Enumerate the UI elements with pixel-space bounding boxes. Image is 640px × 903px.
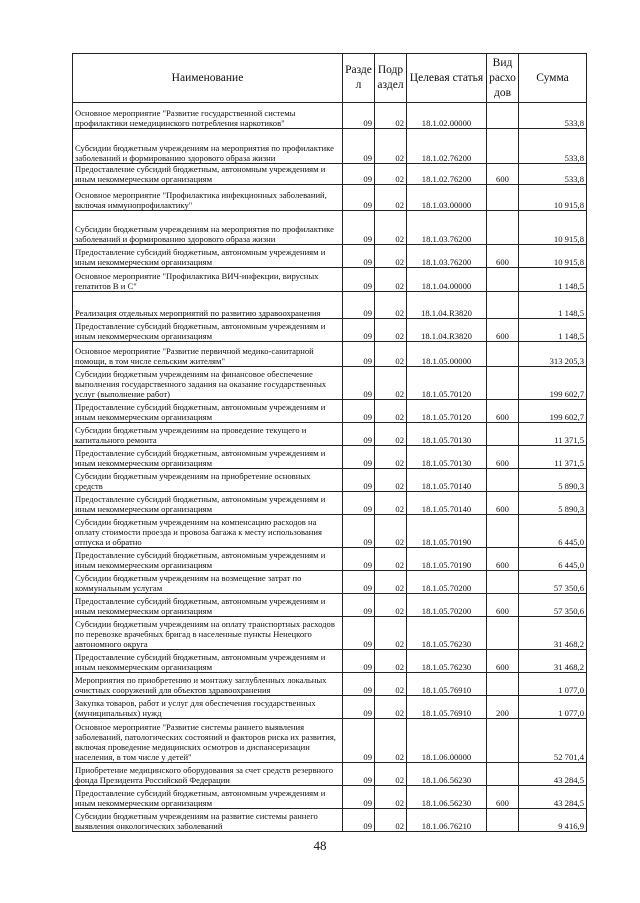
cell-podrazdel: 02 <box>375 164 407 185</box>
table-row <box>73 548 587 571</box>
cell-name: Основное мероприятие "Профилактика ВИЧ-инфекции, вирусных гепатитов В и С" <box>73 268 343 292</box>
cell-razdel: 09 <box>343 673 375 696</box>
table-row <box>73 594 587 617</box>
cell-vid <box>487 809 519 832</box>
cell-sum: 1 077,0 <box>519 673 587 696</box>
cell-name: Субсидии бюджетным учреждениям на оплату транспортных расходов по перевозке врачебных бригад в населенные пункты Ненецкого автономного округа <box>73 617 343 650</box>
cell-target: 18.1.02.76200 <box>407 129 487 164</box>
cell-podrazdel: 02 <box>375 367 407 400</box>
cell-vid <box>487 103 519 129</box>
table-row <box>73 719 587 763</box>
table-row <box>73 492 587 515</box>
cell-razdel: 09 <box>343 571 375 594</box>
table-row <box>73 617 587 650</box>
cell-razdel: 09 <box>343 268 375 292</box>
cell-target: 18.1.05.70120 <box>407 400 487 423</box>
cell-target: 18.1.06.00000 <box>407 719 487 763</box>
cell-razdel: 09 <box>343 492 375 515</box>
table-row <box>73 571 587 594</box>
cell-vid <box>487 571 519 594</box>
cell-name: Субсидии бюджетным учреждениям на приобретение основных средств <box>73 469 343 492</box>
cell-podrazdel: 02 <box>375 292 407 319</box>
cell-podrazdel: 02 <box>375 319 407 342</box>
cell-target: 18.1.04.R3820 <box>407 319 487 342</box>
cell-podrazdel: 02 <box>375 786 407 809</box>
column-header-name: Наименование <box>73 54 343 103</box>
cell-target: 18.1.02.00000 <box>407 103 487 129</box>
cell-sum: 31 468,2 <box>519 617 587 650</box>
cell-podrazdel: 02 <box>375 571 407 594</box>
cell-name: Реализация отдельных мероприятий по развитию здравоохранения <box>73 292 343 319</box>
table-row <box>73 786 587 809</box>
cell-vid <box>487 763 519 786</box>
cell-podrazdel: 02 <box>375 103 407 129</box>
table-row <box>73 469 587 492</box>
cell-podrazdel: 02 <box>375 400 407 423</box>
cell-vid <box>487 129 519 164</box>
table-row <box>73 342 587 367</box>
cell-sum: 5 890,3 <box>519 469 587 492</box>
cell-podrazdel: 02 <box>375 423 407 446</box>
cell-name: Субсидии бюджетным учреждениям на компенсацию расходов на оплату стоимости проезда и провоза багажа к месту использования отпуска и обратно <box>73 515 343 548</box>
cell-razdel: 09 <box>343 423 375 446</box>
table-row <box>73 515 587 548</box>
cell-razdel: 09 <box>343 342 375 367</box>
cell-podrazdel: 02 <box>375 673 407 696</box>
cell-sum: 199 602,7 <box>519 367 587 400</box>
page-number: 48 <box>313 838 327 853</box>
cell-podrazdel: 02 <box>375 446 407 469</box>
cell-razdel: 09 <box>343 319 375 342</box>
table-row <box>73 673 587 696</box>
table-row <box>73 103 587 129</box>
table-header-row <box>73 54 587 103</box>
cell-podrazdel: 02 <box>375 719 407 763</box>
cell-target: 18.1.06.76210 <box>407 809 487 832</box>
cell-podrazdel: 02 <box>375 696 407 719</box>
cell-vid: 600 <box>487 319 519 342</box>
cell-sum: 10 915,8 <box>519 185 587 211</box>
cell-name: Предоставление субсидий бюджетным, автономным учреждениям и иным некоммерческим организациям <box>73 400 343 423</box>
table-body <box>73 103 587 832</box>
cell-vid: 600 <box>487 446 519 469</box>
cell-vid <box>487 292 519 319</box>
table-row <box>73 211 587 245</box>
cell-name: Субсидии бюджетным учреждениям на мероприятия по профилактике заболеваний и формированию здорового образа жизни <box>73 129 343 164</box>
cell-podrazdel: 02 <box>375 492 407 515</box>
cell-name: Субсидии бюджетным учреждениям на мероприятия по профилактике заболеваний и формированию здорового образа жизни <box>73 211 343 245</box>
cell-target: 18.1.05.00000 <box>407 342 487 367</box>
table-row <box>73 446 587 469</box>
cell-vid <box>487 211 519 245</box>
cell-vid: 600 <box>487 492 519 515</box>
table-row <box>73 245 587 268</box>
table-row <box>73 696 587 719</box>
cell-sum: 9 416,9 <box>519 809 587 832</box>
cell-sum: 1 077,0 <box>519 696 587 719</box>
cell-sum: 52 701,4 <box>519 719 587 763</box>
cell-name: Предоставление субсидий бюджетным, автономным учреждениям и иным некоммерческим организациям <box>73 446 343 469</box>
cell-name: Субсидии бюджетным учреждениям на возмещение затрат по коммунальным услугам <box>73 571 343 594</box>
cell-name: Основное мероприятие "Развитие государственной системы профилактики немедицинского потребления наркотиков" <box>73 103 343 129</box>
cell-vid <box>487 342 519 367</box>
cell-target: 18.1.05.70200 <box>407 571 487 594</box>
cell-name: Основное мероприятие "Профилактика инфекционных заболеваний, включая иммунопрофилактику" <box>73 185 343 211</box>
cell-vid <box>487 673 519 696</box>
cell-name: Предоставление субсидий бюджетным, автономным учреждениям и иным некоммерческим организациям <box>73 786 343 809</box>
cell-target: 18.1.03.76200 <box>407 245 487 268</box>
cell-target: 18.1.03.76200 <box>407 211 487 245</box>
cell-vid <box>487 268 519 292</box>
cell-sum: 533,8 <box>519 103 587 129</box>
cell-razdel: 09 <box>343 696 375 719</box>
cell-vid: 200 <box>487 696 519 719</box>
cell-vid: 600 <box>487 245 519 268</box>
cell-sum: 10 915,8 <box>519 211 587 245</box>
cell-name: Предоставление субсидий бюджетным, автономным учреждениям и иным некоммерческим организациям <box>73 492 343 515</box>
cell-target: 18.1.05.70190 <box>407 515 487 548</box>
cell-name: Предоставление субсидий бюджетным, автономным учреждениям и иным некоммерческим организациям <box>73 319 343 342</box>
cell-vid: 600 <box>487 164 519 185</box>
column-header-target: Целевая статья <box>407 54 487 103</box>
cell-razdel: 09 <box>343 400 375 423</box>
cell-sum: 57 350,6 <box>519 571 587 594</box>
cell-name: Основное мероприятие "Развитие системы раннего выявления заболеваний, патологических состояний и факторов риска их развития, включая проведение медицинских осмотров и диспансеризации населения, в том числе у детей" <box>73 719 343 763</box>
cell-razdel: 09 <box>343 763 375 786</box>
column-header-razdel: Разде л <box>343 54 375 103</box>
cell-target: 18.1.05.70190 <box>407 548 487 571</box>
cell-target: 18.1.04.R3820 <box>407 292 487 319</box>
cell-name: Предоставление субсидий бюджетным, автономным учреждениям и иным некоммерческим организациям <box>73 548 343 571</box>
cell-podrazdel: 02 <box>375 594 407 617</box>
cell-target: 18.1.05.70140 <box>407 469 487 492</box>
cell-razdel: 09 <box>343 185 375 211</box>
cell-podrazdel: 02 <box>375 245 407 268</box>
cell-name: Основное мероприятие "Развитие первичной медико-санитарной помощи, в том числе сельским жителям" <box>73 342 343 367</box>
cell-vid <box>487 469 519 492</box>
cell-sum: 1 148,5 <box>519 319 587 342</box>
cell-podrazdel: 02 <box>375 342 407 367</box>
table-row <box>73 319 587 342</box>
cell-name: Предоставление субсидий бюджетным, автономным учреждениям и иным некоммерческим организациям <box>73 245 343 268</box>
cell-sum: 533,8 <box>519 129 587 164</box>
cell-sum: 31 468,2 <box>519 650 587 673</box>
column-header-vid: Вид расхо дов <box>487 54 519 103</box>
table-row <box>73 809 587 832</box>
cell-target: 18.1.05.76230 <box>407 617 487 650</box>
cell-razdel: 09 <box>343 617 375 650</box>
cell-vid: 600 <box>487 400 519 423</box>
cell-sum: 11 371,5 <box>519 423 587 446</box>
cell-podrazdel: 02 <box>375 809 407 832</box>
cell-sum: 1 148,5 <box>519 268 587 292</box>
cell-name: Предоставление субсидий бюджетным, автономным учреждениям и иным некоммерческим организациям <box>73 650 343 673</box>
cell-razdel: 09 <box>343 469 375 492</box>
cell-razdel: 09 <box>343 786 375 809</box>
cell-name: Субсидии бюджетным учреждениям на развитие системы раннего выявления онкологических заболеваний <box>73 809 343 832</box>
cell-vid <box>487 367 519 400</box>
cell-razdel: 09 <box>343 164 375 185</box>
cell-vid <box>487 423 519 446</box>
cell-target: 18.1.02.76200 <box>407 164 487 185</box>
cell-vid: 600 <box>487 786 519 809</box>
cell-sum: 6 445,0 <box>519 515 587 548</box>
table-row <box>73 400 587 423</box>
cell-razdel: 09 <box>343 245 375 268</box>
cell-name: Субсидии бюджетным учреждениям на финансовое обеспечение выполнения государственного задания на оказание государственных услуг (выполнение работ) <box>73 367 343 400</box>
table-row <box>73 185 587 211</box>
table-row <box>73 367 587 400</box>
cell-sum: 5 890,3 <box>519 492 587 515</box>
cell-podrazdel: 02 <box>375 617 407 650</box>
budget-table <box>72 53 587 832</box>
cell-name: Субсидии бюджетным учреждениям на проведение текущего и капитального ремонта <box>73 423 343 446</box>
cell-vid <box>487 185 519 211</box>
table-row <box>73 268 587 292</box>
cell-sum: 43 284,5 <box>519 786 587 809</box>
cell-name: Предоставление субсидий бюджетным, автономным учреждениям и иным некоммерческим организациям <box>73 594 343 617</box>
table-row <box>73 763 587 786</box>
cell-sum: 6 445,0 <box>519 548 587 571</box>
cell-name: Закупка товаров, работ и услуг для обеспечения государственных (муниципальных) нужд <box>73 696 343 719</box>
cell-razdel: 09 <box>343 367 375 400</box>
cell-target: 18.1.03.00000 <box>407 185 487 211</box>
cell-target: 18.1.05.70130 <box>407 446 487 469</box>
cell-sum: 10 915,8 <box>519 245 587 268</box>
cell-podrazdel: 02 <box>375 185 407 211</box>
cell-razdel: 09 <box>343 594 375 617</box>
cell-target: 18.1.06.56230 <box>407 763 487 786</box>
cell-sum: 313 205,3 <box>519 342 587 367</box>
cell-target: 18.1.06.56230 <box>407 786 487 809</box>
cell-vid <box>487 515 519 548</box>
cell-sum: 533,8 <box>519 164 587 185</box>
cell-razdel: 09 <box>343 548 375 571</box>
cell-vid <box>487 617 519 650</box>
table-row <box>73 423 587 446</box>
cell-razdel: 09 <box>343 515 375 548</box>
cell-razdel: 09 <box>343 211 375 245</box>
cell-target: 18.1.04.00000 <box>407 268 487 292</box>
cell-razdel: 09 <box>343 129 375 164</box>
cell-vid: 600 <box>487 594 519 617</box>
cell-razdel: 09 <box>343 292 375 319</box>
cell-target: 18.1.05.70200 <box>407 594 487 617</box>
cell-target: 18.1.05.70130 <box>407 423 487 446</box>
cell-podrazdel: 02 <box>375 548 407 571</box>
cell-sum: 1 148,5 <box>519 292 587 319</box>
cell-vid: 600 <box>487 650 519 673</box>
cell-target: 18.1.05.76230 <box>407 650 487 673</box>
cell-razdel: 09 <box>343 719 375 763</box>
cell-razdel: 09 <box>343 650 375 673</box>
cell-podrazdel: 02 <box>375 515 407 548</box>
cell-target: 18.1.05.70120 <box>407 367 487 400</box>
cell-podrazdel: 02 <box>375 129 407 164</box>
cell-sum: 57 350,6 <box>519 594 587 617</box>
cell-target: 18.1.05.70140 <box>407 492 487 515</box>
cell-podrazdel: 02 <box>375 469 407 492</box>
cell-target: 18.1.05.76910 <box>407 673 487 696</box>
cell-podrazdel: 02 <box>375 211 407 245</box>
cell-vid: 600 <box>487 548 519 571</box>
column-header-podrazdel: Подр аздел <box>375 54 407 103</box>
table-row <box>73 164 587 185</box>
cell-podrazdel: 02 <box>375 763 407 786</box>
cell-sum: 11 371,5 <box>519 446 587 469</box>
column-header-sum: Сумма <box>519 54 587 103</box>
cell-name: Приобретение медицинского оборудования за счет средств резервного фонда Президента Российской Федерации <box>73 763 343 786</box>
table-row <box>73 129 587 164</box>
cell-razdel: 09 <box>343 809 375 832</box>
cell-target: 18.1.05.76910 <box>407 696 487 719</box>
table-row <box>73 650 587 673</box>
cell-razdel: 09 <box>343 103 375 129</box>
cell-podrazdel: 02 <box>375 650 407 673</box>
cell-name: Мероприятия по приобретению и монтажу заглубленных локальных очистных сооружений для объектов здравоохранения <box>73 673 343 696</box>
cell-podrazdel: 02 <box>375 268 407 292</box>
cell-name: Предоставление субсидий бюджетным, автономным учреждениям и иным некоммерческим организациям <box>73 164 343 185</box>
cell-sum: 199 602,7 <box>519 400 587 423</box>
cell-razdel: 09 <box>343 446 375 469</box>
table-row <box>73 292 587 319</box>
cell-vid <box>487 719 519 763</box>
cell-sum: 43 284,5 <box>519 763 587 786</box>
